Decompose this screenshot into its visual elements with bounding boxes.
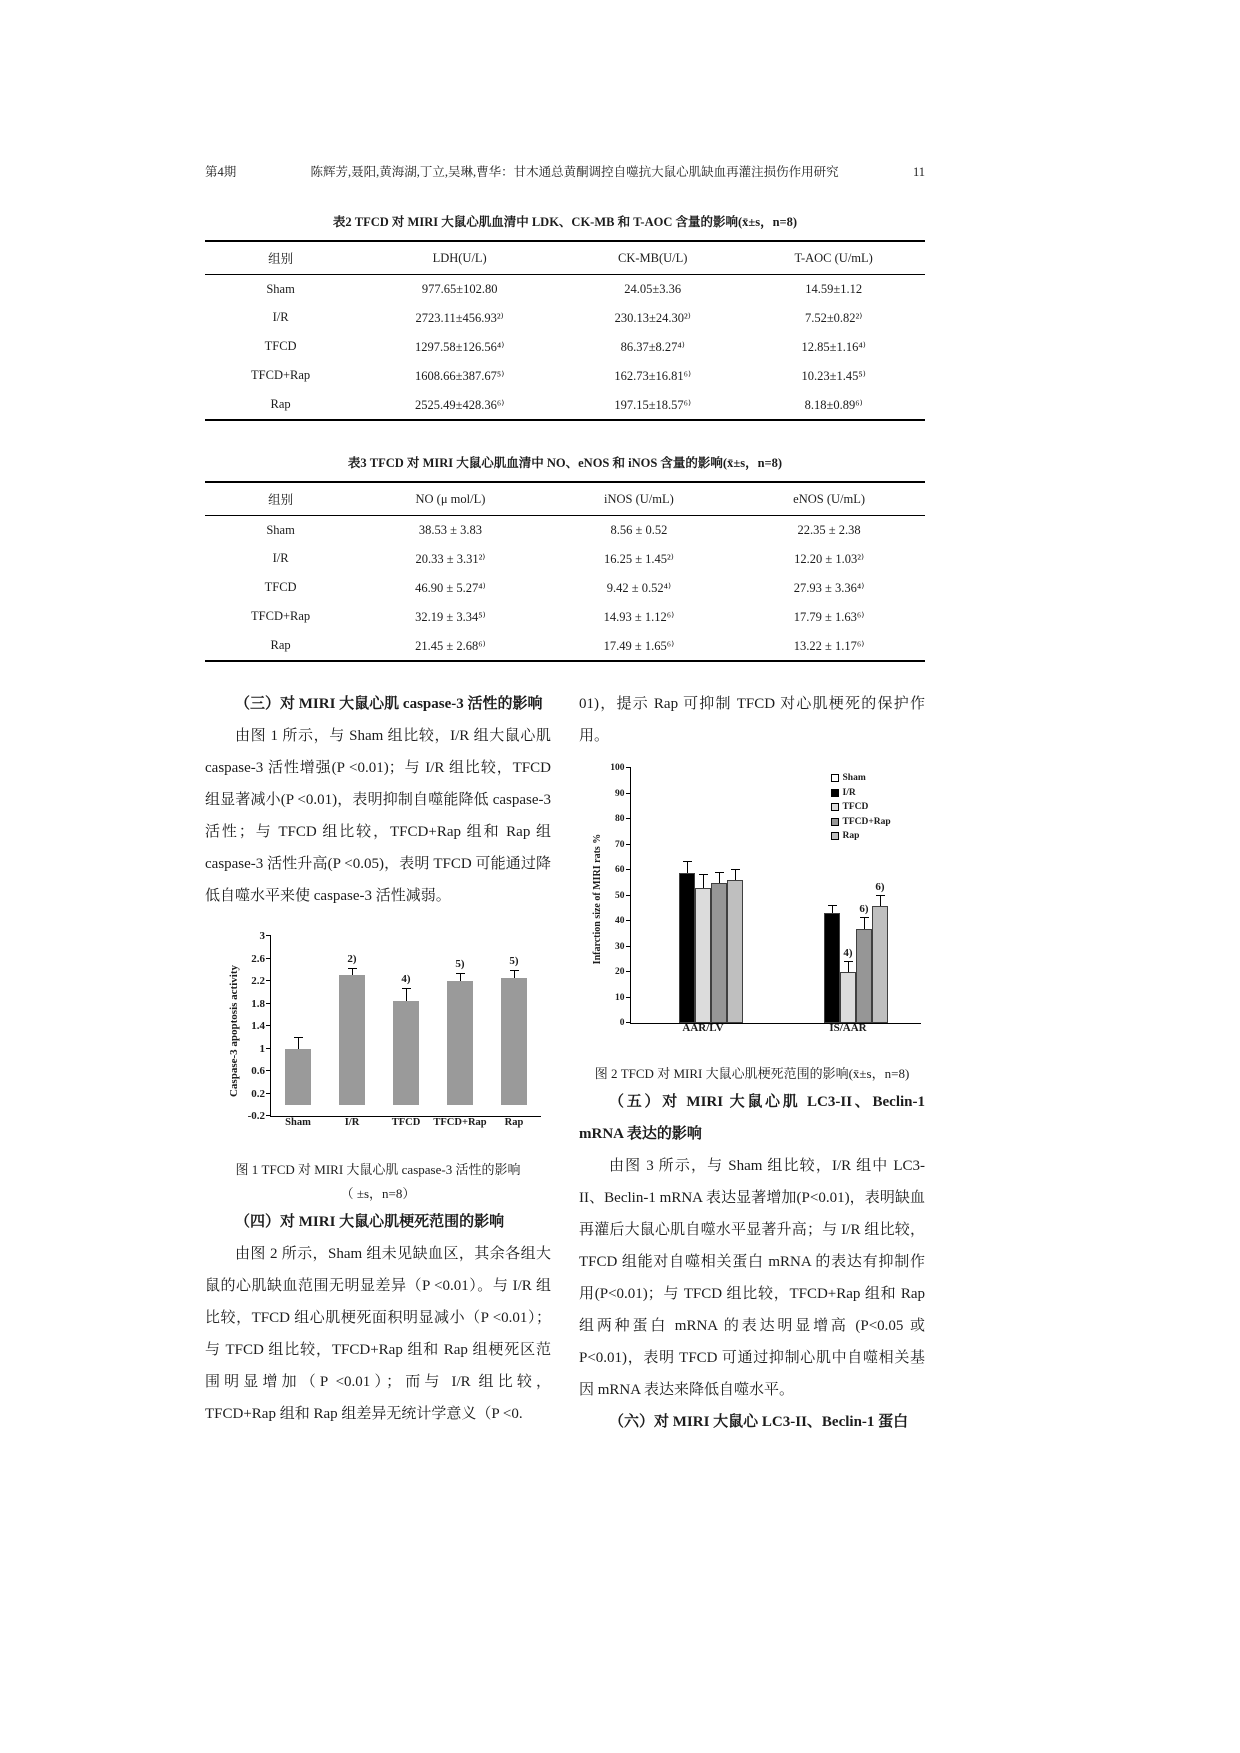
bar (824, 913, 840, 1023)
error-bar (735, 870, 736, 880)
bar (285, 1049, 311, 1105)
right-column (579, 688, 925, 1438)
x-category-label: TFCD (391, 1117, 421, 1128)
error-bar (352, 969, 353, 976)
table-cell: 1297.58±126.56⁴⁾ (415, 339, 505, 354)
table-cell: I/R (272, 551, 289, 565)
left-column (205, 688, 551, 1438)
table-row (205, 275, 925, 304)
y-tick-mark (626, 946, 631, 947)
y-tick-label: 1.4 (251, 1020, 265, 1032)
bar (711, 883, 727, 1023)
error-bar-cap (456, 973, 465, 974)
table-cell: TFCD (264, 580, 297, 594)
table3 (205, 481, 925, 662)
y-tick-label: 100 (610, 763, 625, 773)
bar (679, 873, 695, 1023)
figure2-infarction-bar-chart (580, 760, 925, 1052)
page-number: 11 (912, 165, 925, 179)
error-bar-cap (402, 988, 411, 989)
legend-swatch (831, 818, 839, 826)
y-tick-label: 60 (615, 865, 625, 875)
error-bar (832, 906, 833, 914)
legend-item (831, 829, 891, 844)
bar (856, 929, 872, 1023)
y-tick-label: 0.6 (251, 1065, 265, 1077)
table-cell: 17.79 ± 1.63⁶⁾ (793, 609, 865, 624)
table2-section (205, 212, 925, 421)
significance-label: 2) (347, 952, 357, 965)
error-bar-cap (860, 917, 869, 918)
column-header: 组别 (205, 241, 356, 275)
table-cell: Rap (270, 638, 291, 652)
table3-body (205, 516, 925, 662)
table2-caption: 表2 TFCD 对 MIRI 大鼠心肌血清中 LDK、CK-MB 和 T-AOC 含量的影响(x̄±s，n=8) (332, 215, 798, 229)
legend-item (831, 800, 891, 815)
table-cell: 1608.66±387.67⁵⁾ (415, 368, 505, 383)
table-cell: 24.05±3.36 (624, 281, 682, 296)
legend-swatch (831, 774, 839, 782)
table-cell: 38.53 ± 3.83 (418, 522, 482, 537)
table-cell: 21.45 ± 2.68⁶⁾ (415, 638, 486, 653)
running-head (205, 162, 925, 180)
y-tick-mark (626, 793, 631, 794)
figure1-caspase3-bar-chart (212, 928, 544, 1148)
table-row (205, 631, 925, 661)
error-bar-cap (876, 895, 885, 896)
legend-label: Sham (842, 773, 866, 784)
legend-swatch (831, 789, 839, 797)
y-tick-mark (626, 895, 631, 896)
bar (695, 888, 711, 1023)
bar (872, 906, 888, 1023)
error-bar (703, 875, 704, 888)
x-category-label: Sham (285, 1117, 311, 1128)
table2 (205, 240, 925, 421)
table-cell: 17.49 ± 1.65⁶⁾ (603, 638, 675, 653)
table-cell: 46.90 ± 5.27⁴⁾ (415, 580, 486, 595)
y-tick-mark (626, 818, 631, 819)
error-bar-cap (715, 872, 724, 873)
column-header: LDH(U/L) (356, 241, 563, 275)
section-heading-5: （五）对 MIRI 大鼠心肌 LC3-II、Beclin-1 mRNA 表达的影响 (579, 1094, 925, 1142)
column-header: NO (μ mol/L) (356, 482, 544, 516)
y-tick-label: 50 (615, 890, 625, 901)
y-tick-label: 90 (615, 788, 625, 799)
table-cell: 32.19 ± 3.34⁵⁾ (415, 609, 486, 624)
y-tick-mark (626, 971, 631, 972)
table-row (205, 544, 925, 573)
error-bar-cap (844, 961, 853, 962)
table-cell: 14.93 ± 1.12⁶⁾ (603, 609, 675, 624)
section-heading-3: （三）对 MIRI 大鼠心肌 caspase-3 活性的影响 (235, 696, 543, 712)
error-bar-cap (699, 874, 708, 875)
table3-caption: 表3 TFCD 对 MIRI 大鼠心肌血清中 NO、eNOS 和 iNOS 含量的影响(x̄±s，n=8) (347, 456, 783, 470)
section-4-continuation: 01)，提示 Rap 可抑制 TFCD 对心肌梗死的保护作用。 (579, 696, 925, 744)
table-cell: 2525.49±428.36⁶⁾ (415, 397, 505, 412)
figure1-subcaption: （ ±s，n=8） (340, 1186, 416, 1201)
legend-item (831, 815, 891, 830)
error-bar (298, 1038, 299, 1048)
y-tick-mark (266, 1070, 271, 1071)
table-cell: 230.13±24.30²⁾ (614, 310, 691, 325)
table-cell: TFCD+Rap (251, 609, 311, 623)
error-bar (460, 974, 461, 981)
y-tick-label: 10 (615, 992, 625, 1003)
y-tick-mark (266, 1048, 271, 1049)
x-category-label: I/R (344, 1117, 360, 1128)
y-tick-mark (626, 767, 631, 768)
legend-swatch (831, 803, 839, 811)
plot-area (247, 930, 541, 1128)
x-category-label: Rap (504, 1117, 524, 1128)
issue-label: 第4期 (205, 165, 237, 179)
bar (727, 880, 743, 1023)
y-axis-title: Infarction size of MIRI rats % (591, 833, 603, 965)
table-cell: 22.35 ± 2.38 (797, 522, 861, 537)
table-cell: 9.42 ± 0.52⁴⁾ (606, 580, 672, 595)
y-tick-mark (266, 1025, 271, 1026)
legend-label: I/R (842, 787, 856, 798)
table-cell: Sham (266, 281, 295, 296)
y-tick-mark (266, 935, 271, 936)
y-tick-mark (626, 997, 631, 998)
legend-swatch (831, 832, 839, 840)
y-tick-mark (266, 1093, 271, 1094)
significance-label: 4) (401, 973, 411, 986)
legend-label: TFCD (842, 802, 869, 813)
y-tick-mark (626, 869, 631, 870)
table-row (205, 332, 925, 361)
table3-section (205, 453, 925, 662)
column-header: 组别 (205, 482, 356, 516)
x-category-label: IS/AAR (829, 1022, 867, 1034)
table-row (205, 516, 925, 545)
error-bar (719, 873, 720, 883)
y-tick-label: 80 (615, 814, 625, 824)
table-row (205, 390, 925, 420)
section-3-paragraph: 由图 1 所示，与 Sham 组比较，I/R 组大鼠心肌 caspase-3 活性增强(P <0.01)；与 I/R 组比较，TFCD 组显著减小(P <0.01)，表明抑制自噬能降低 caspase-3 活性；与 TFCD 组比较，TFCD+Rap 组和 Rap 组 caspase-3 活性升高(P <0.05)，表明 TFCD 可能通过降低自噬水平来使 caspase-3 活性减弱。 (205, 728, 551, 904)
significance-label: 6) (875, 880, 885, 893)
legend-item (831, 786, 891, 801)
error-bar (864, 918, 865, 928)
significance-label: 5) (455, 957, 465, 970)
y-tick-mark (626, 920, 631, 921)
section-4-paragraph: 由图 2 所示，Sham 组未见缺血区，其余各组大鼠的心肌缺血范围无明显差异（P <0.01）。与 I/R 组比较，TFCD 组心肌梗死面积明显减小（P <0.01）；与 TFCD 组比较，TFCD+Rap 组和 Rap 组梗死区范围明显增加（P <0.01）；而与 I/R 组比较，TFCD+Rap 组和 Rap 组差异无统计学意义（P <0. (205, 1246, 551, 1422)
table-cell: 8.18±0.89⁶⁾ (804, 397, 863, 412)
table-row (205, 361, 925, 390)
bar (447, 981, 473, 1105)
table-row (205, 303, 925, 332)
table-row (205, 573, 925, 602)
y-tick-label: 30 (615, 941, 625, 952)
table-cell: 14.59±1.12 (805, 281, 863, 296)
x-category-label: AAR/LV (682, 1022, 724, 1034)
error-bar (514, 971, 515, 978)
page-content (205, 162, 925, 1438)
table3-header (205, 482, 925, 516)
table-cell: TFCD (264, 339, 297, 353)
y-tick-mark (266, 1003, 271, 1004)
column-header: iNOS (U/mL) (545, 482, 733, 516)
y-tick-label: 40 (615, 916, 625, 926)
column-header: eNOS (U/mL) (733, 482, 925, 516)
y-tick-label: 1.8 (251, 997, 265, 1010)
error-bar-cap (828, 905, 837, 906)
bar (393, 1001, 419, 1105)
y-axis-title: Caspase-3 apoptosis activity (228, 965, 240, 1098)
figure2-caption: 图 2 TFCD 对 MIRI 大鼠心肌梗死范围的影响(x̄±s，n=8) (594, 1066, 910, 1081)
section-5-paragraph: 由图 3 所示，与 Sham 组比较，I/R 组中 LC3-II、Beclin-1 mRNA 表达显著增加(P<0.01)，表明缺血再灌后大鼠心肌自噬水平显著升高；与 I/R 组比较，TFCD 组能对自噬相关蛋白 mRNA 的表达有抑制作用(P<0.01)；与 TFCD 组比较，TFCD+Rap 组和 Rap 组两种蛋白 mRNA 的表达明显增高 (P<0.05 或 P<0.01)，表明 TFCD 可通过抑制心肌中自噬相关基因 mRNA 表达来降低自噬水平。 (579, 1158, 925, 1398)
table-cell: I/R (272, 310, 289, 324)
chart-legend (831, 771, 891, 844)
table-cell: TFCD+Rap (251, 368, 311, 382)
y-tick-mark (626, 844, 631, 845)
table-cell: Sham (266, 522, 295, 537)
table-cell: 162.73±16.81⁶⁾ (614, 368, 692, 383)
figure1-caption: 图 1 TFCD 对 MIRI 大鼠心肌 caspase-3 活性的影响 (235, 1162, 521, 1177)
section-heading-4: （四）对 MIRI 大鼠心肌梗死范围的影响 (235, 1214, 505, 1230)
section-heading-6: （六）对 MIRI 大鼠心 LC3-II、Beclin-1 蛋白 (609, 1414, 909, 1430)
y-tick-label: 3 (259, 930, 265, 942)
table-cell: Rap (270, 397, 291, 411)
running-title: 陈辉芳,聂阳,黄海湖,丁立,吴琳,曹华：甘木通总黄酮调控自噬抗大鼠心肌缺血再灌注损伤作用研究 (310, 165, 839, 179)
table-cell: 12.20 ± 1.03²⁾ (794, 551, 865, 566)
y-tick-label: 20 (615, 967, 625, 977)
y-tick-label: 70 (615, 839, 625, 850)
table-cell: 16.25 ± 1.45²⁾ (603, 551, 674, 566)
table-cell: 13.22 ± 1.17⁶⁾ (793, 638, 865, 653)
error-bar (848, 962, 849, 972)
y-tick-label: 0 (619, 1018, 625, 1028)
y-tick-mark (266, 980, 271, 981)
error-bar-cap (510, 970, 519, 971)
significance-label: 4) (843, 946, 853, 959)
legend-label: TFCD+Rap (842, 816, 891, 827)
table-cell: 10.23±1.45⁵⁾ (801, 368, 866, 383)
table-cell: 12.85±1.16⁴⁾ (801, 339, 866, 354)
y-tick-mark (266, 958, 271, 959)
table-cell: 197.15±18.57⁶⁾ (614, 397, 692, 412)
table2-body (205, 275, 925, 421)
y-tick-label: 1 (259, 1042, 265, 1055)
table-cell: 86.37±8.27⁴⁾ (620, 339, 685, 354)
legend-label: Rap (842, 831, 860, 842)
error-bar-cap (294, 1037, 303, 1038)
error-bar-cap (683, 861, 692, 862)
plot-area (610, 763, 921, 1034)
x-category-label: TFCD+Rap (433, 1117, 487, 1128)
table2-header (205, 241, 925, 275)
y-tick-label: 2.2 (251, 975, 265, 987)
table-header-row (205, 241, 925, 275)
error-bar-cap (731, 869, 740, 870)
error-bar (406, 989, 407, 1000)
y-tick-label: -0.2 (247, 1110, 265, 1122)
y-tick-label: 0.2 (251, 1087, 265, 1100)
significance-label: 6) (859, 903, 869, 916)
significance-label: 5) (509, 954, 519, 967)
bar (339, 975, 365, 1104)
table-cell: 977.65±102.80 (421, 281, 498, 296)
table-cell: 27.93 ± 3.36⁴⁾ (793, 580, 865, 595)
column-header: CK-MB(U/L) (563, 241, 742, 275)
legend-item (831, 771, 891, 786)
error-bar (880, 896, 881, 906)
column-header: T-AOC (U/mL) (742, 241, 925, 275)
y-tick-label: 2.6 (251, 952, 265, 965)
error-bar (687, 862, 688, 872)
table-row (205, 602, 925, 631)
table-cell: 20.33 ± 3.31²⁾ (415, 551, 486, 566)
two-column-body (205, 688, 925, 1438)
table-header-row (205, 482, 925, 516)
table-cell: 7.52±0.82²⁾ (804, 310, 863, 325)
error-bar-cap (348, 968, 357, 969)
table-cell: 8.56 ± 0.52 (610, 522, 668, 537)
table-cell: 2723.11±456.93²⁾ (415, 310, 504, 325)
bar (501, 978, 527, 1105)
